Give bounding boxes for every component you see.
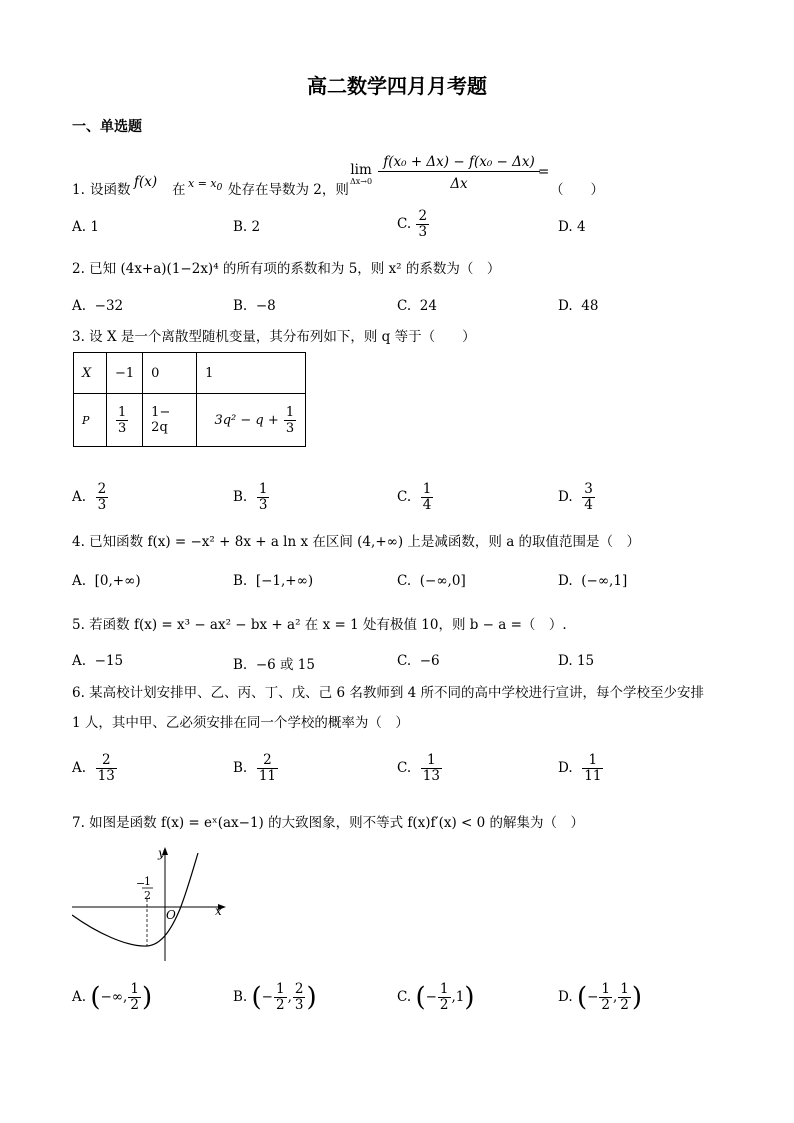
q1-fx: f(x) (134, 174, 158, 190)
q3-option-c[interactable]: C. $\frac{1}{4}$ (397, 481, 432, 513)
distribution-table (73, 352, 306, 447)
q3-option-d[interactable]: D. $\frac{3}{4}$ (558, 481, 593, 513)
page-title: 高二数学四月月考题 (307, 74, 487, 98)
q4-option-c[interactable]: C. (−∞,0] (397, 573, 466, 589)
q1-option-c[interactable]: C. $\frac{2}{3}$ (397, 208, 428, 240)
q4-option-a[interactable]: A. [0,+∞) (72, 573, 141, 589)
q2-option-c[interactable]: C. 24 (397, 298, 437, 314)
q1-limit: lim Δx→0 (350, 162, 373, 186)
q3-option-a[interactable]: A. $\frac{2}{3}$ (72, 481, 107, 513)
q6-option-a[interactable]: A. $\frac{2}{13}$ (72, 752, 115, 784)
q1-denominator: Δx (450, 176, 468, 192)
table-cell: $\frac{1}{3}$ (107, 394, 143, 447)
q7-option-b[interactable]: B. (− $\frac{1}{2}$ , $\frac{2}{3}$ ) (233, 981, 317, 1013)
question-6-line-1: 6. 某高校计划安排甲、乙、丙、丁、戊、己 6 名教师到 4 所不同的高中学校进行宣讲，每个学校至少安排 (72, 685, 705, 701)
table-cell: P (74, 394, 107, 447)
q6-option-d[interactable]: D. $\frac{1}{11}$ (558, 752, 602, 784)
section-heading: 一、单选题 (72, 119, 142, 135)
q2-option-b[interactable]: B. −8 (233, 298, 276, 314)
q6-option-c[interactable]: C. $\frac{1}{13}$ (397, 752, 440, 784)
function-graph (72, 843, 232, 963)
q4-option-b[interactable]: B. [−1,+∞) (233, 573, 314, 589)
q5-option-c[interactable]: C. −6 (397, 653, 440, 669)
q1-option-b[interactable]: B. 2 (233, 219, 261, 235)
origin-label: O (166, 908, 176, 922)
question-4: 4. 已知函数 f(x) = −x² + 8x + a ln x 在区间 (4,+∞) 上是减函数，则 a 的取值范围是（ ） (72, 534, 641, 550)
q7-option-a[interactable]: A. (−∞, $\frac{1}{2}$ ) (72, 981, 153, 1013)
q1-blank: （ ） (550, 182, 604, 198)
tick-minus: − (136, 877, 146, 890)
q1-number: 1. (72, 182, 85, 198)
x-label: x (215, 904, 222, 918)
question-7: 7. 如图是函数 f(x) = eˣ(ax−1) 的大致图象，则不等式 f(x)f′(x) < 0 的解集为（ ） (72, 815, 585, 831)
table-cell: 0 (143, 353, 197, 394)
q1-text: 设函数 (90, 182, 131, 198)
q5-option-b[interactable]: B. −6 或 15 (233, 657, 315, 673)
table-cell: 1 (197, 353, 306, 394)
q1-numerator: f(x₀ + Δx) − f(x₀ − Δx) (383, 154, 535, 170)
question-5: 5. 若函数 f(x) = x³ − ax² − bx + a² 在 x = 1 处有极值 10，则 b − a =（ ）. (72, 617, 567, 633)
curve (72, 853, 198, 946)
tick-den: 2 (144, 889, 151, 902)
q2-option-d[interactable]: D. 48 (558, 298, 599, 314)
table-cell: 3q² − q + $\frac{1}{3}$ (197, 394, 306, 447)
q4-option-d[interactable]: D. (−∞,1] (558, 573, 628, 589)
q1-x-eq: $x = x_0$ (188, 177, 223, 194)
question-6-line-2: 1 人，其中甲、乙必须安排在同一个学校的概率为（ ） (72, 715, 409, 731)
table-cell: X (74, 353, 107, 394)
q1-option-a[interactable]: A. 1 (72, 219, 99, 235)
q1-option-d[interactable]: D. 4 (558, 219, 586, 235)
q3-option-b[interactable]: B. $\frac{1}{3}$ (233, 481, 268, 513)
q5-option-a[interactable]: A. −15 (72, 653, 124, 669)
table-cell: −1 (107, 353, 143, 394)
q5-option-d[interactable]: D. 15 (558, 653, 595, 669)
q1-rest: 处存在导数为 2，则 (228, 182, 349, 198)
q6-option-b[interactable]: B. $\frac{2}{11}$ (233, 752, 276, 784)
tick-num: 1 (144, 875, 151, 888)
q7-option-c[interactable]: C. (− $\frac{1}{2}$ ,1) (397, 981, 475, 1013)
q7-option-d[interactable]: D. (− $\frac{1}{2}$ , $\frac{1}{2}$ ) (558, 981, 643, 1013)
q1-at: 在 (172, 182, 186, 198)
q2-option-a[interactable]: A. −32 (72, 298, 124, 314)
q1-equals: = (538, 164, 550, 180)
table-cell: 1− 2q (143, 394, 197, 447)
question-2: 2. 已知 (4x+a)(1−2x)⁴ 的所有项的系数和为 5，则 x² 的系数为（ ） (72, 261, 501, 277)
question-3: 3. 设 X 是一个离散型随机变量，其分布列如下，则 q 等于（ ） (72, 329, 476, 345)
y-label: y (158, 846, 165, 860)
